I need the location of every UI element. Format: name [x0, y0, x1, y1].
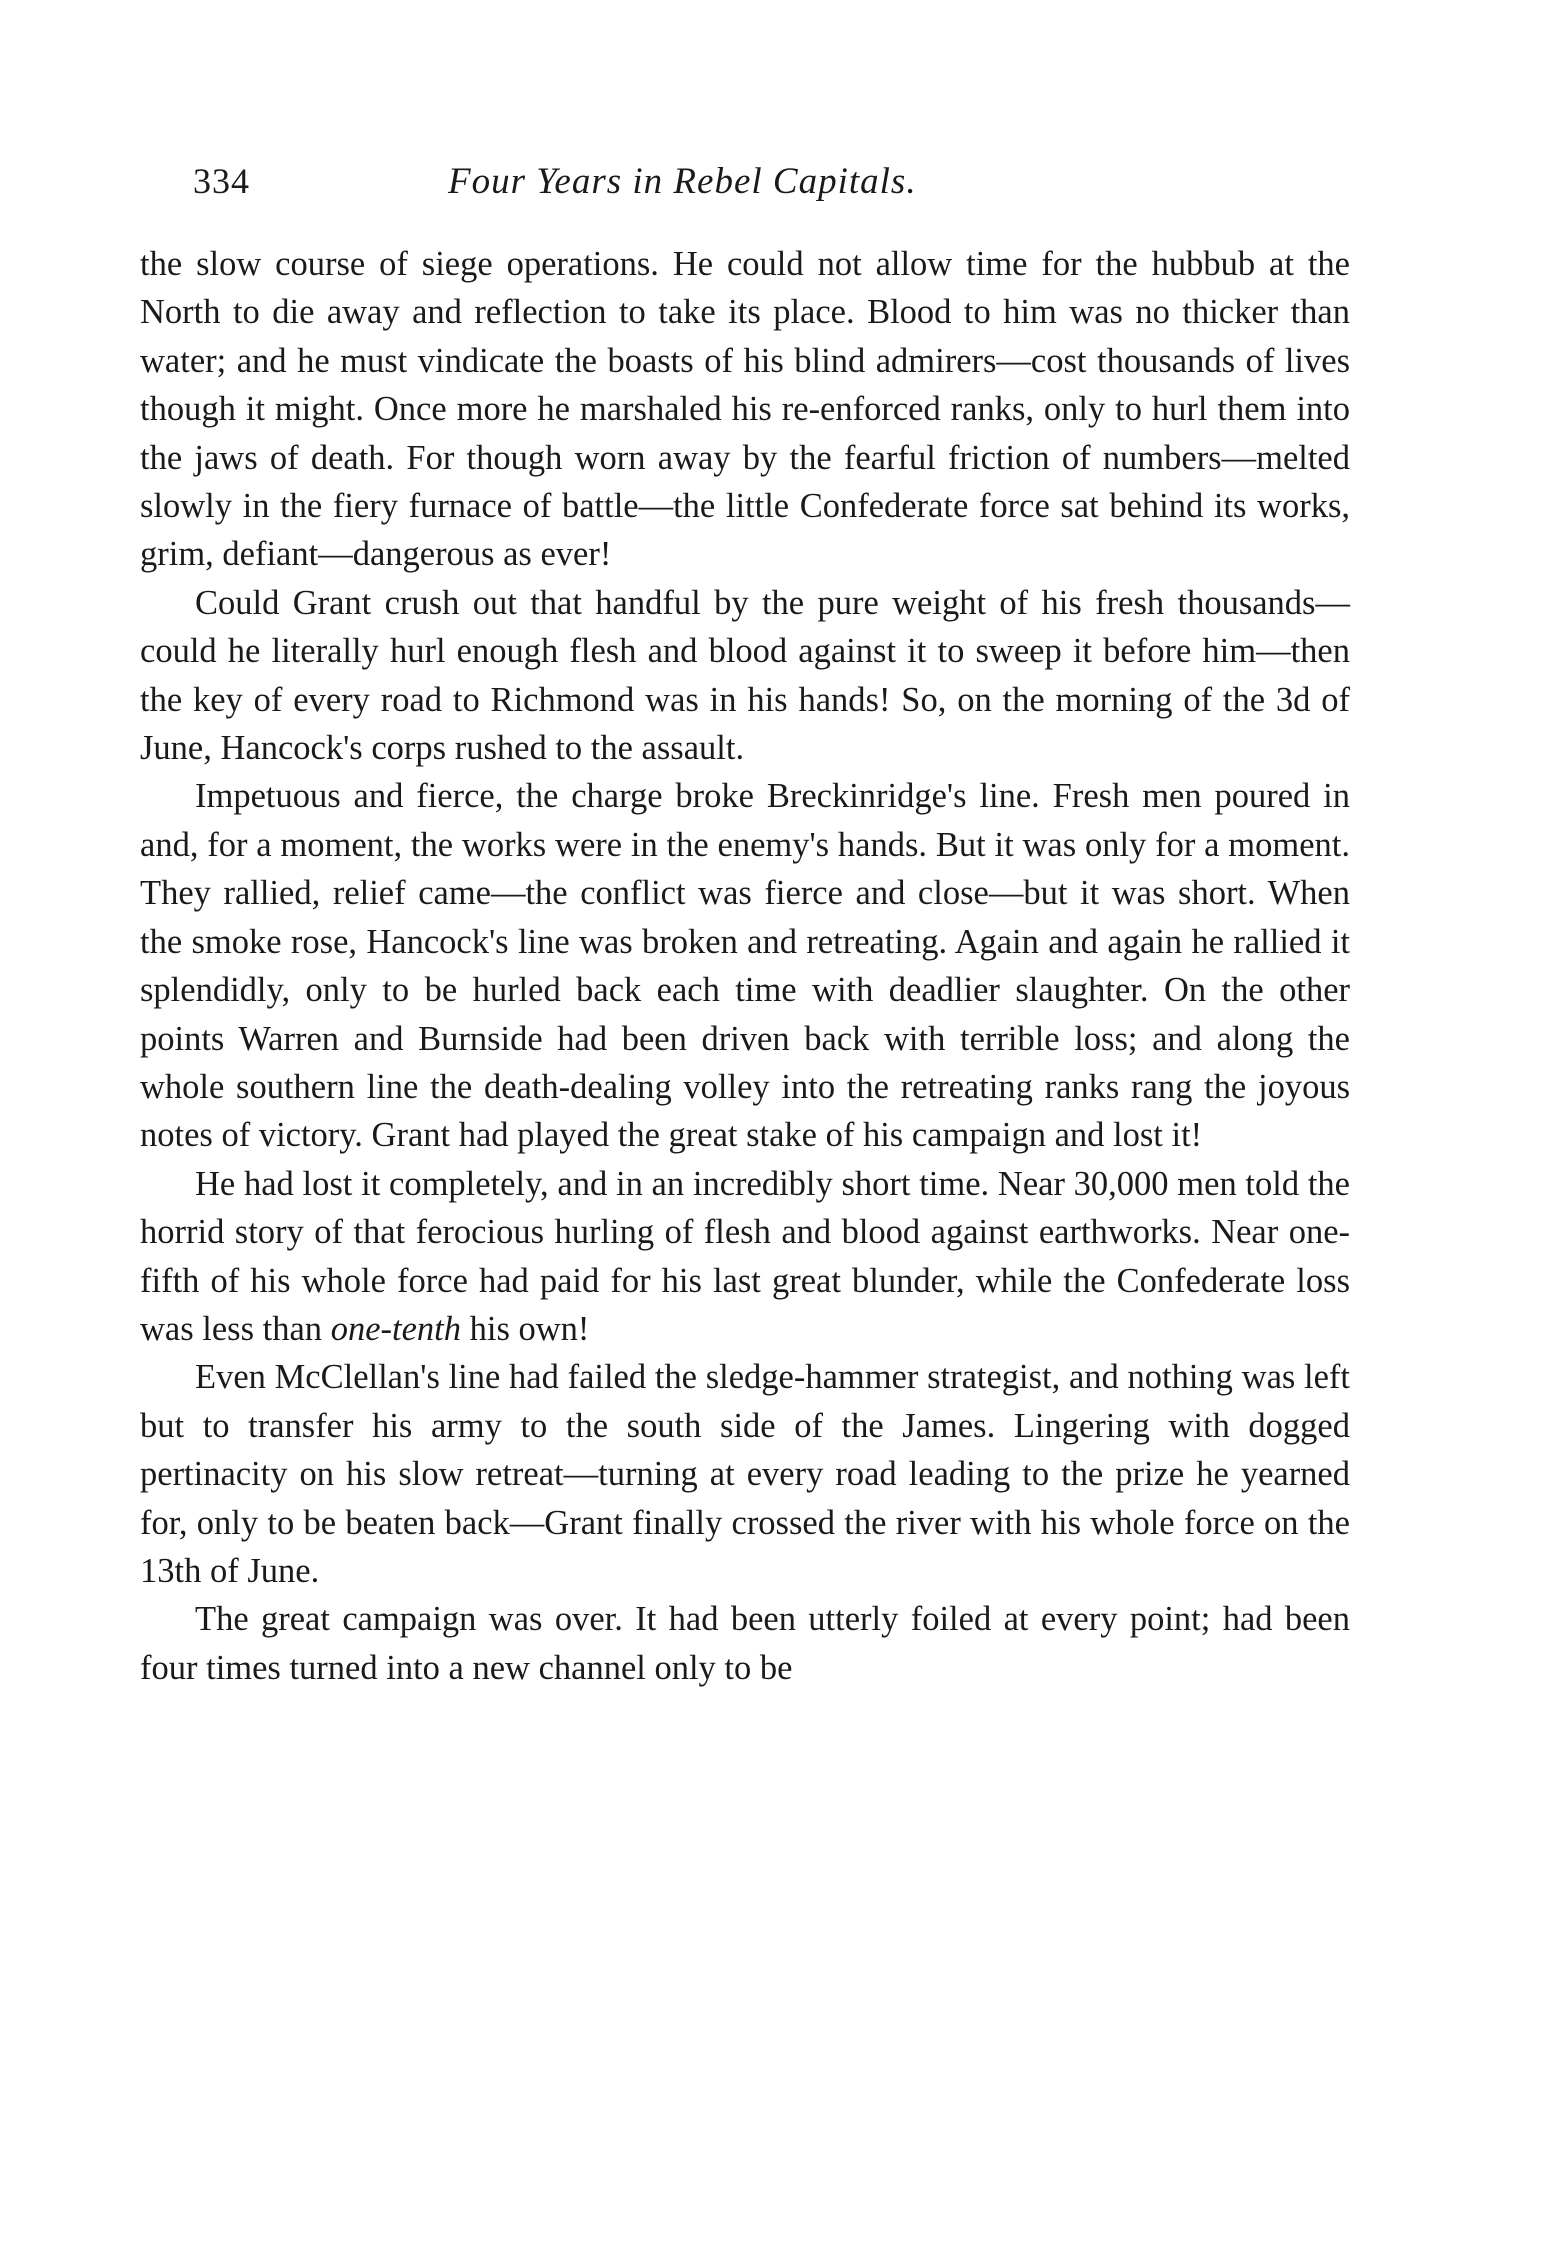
paragraph-4-text-start: He had lost it completely, and in an incredibly short time. Near 30,000 men told the horrid story of that ferocious hurling of flesh and blood against earthworks. Near one-fifth of his whole force had paid for his last great blunder, while the Confederate loss was less than	[140, 1164, 1350, 1348]
paragraph-4-text-end: his own!	[460, 1309, 590, 1348]
paragraph-3: Impetuous and fierce, the charge broke Breckinridge's line. Fresh men poured in and, for a moment, the works were in the enemy's hands. But it was only for a moment. They rallied, relief came—the conflict was fierce and close—but it was short. When the smoke rose, Hancock's line was broken and retreating. Again and again he rallied it splendidly, only to be hurled back each time with deadlier slaughter. On the other points Warren and Burnside had been driven back with terrible loss; and along the whole southern line the death-dealing volley into the retreating ranks rang the joyous notes of victory. Grant had played the great stake of his campaign and lost it!	[140, 777, 1350, 1155]
paragraph-5: Even McClellan's line had failed the sledge-hammer strategist, and nothing was left but to transfer his army to the south side of the James. Lingering with dogged pertinacity on his slow retreat—turning at every road leading to the prize he yearned for, only to be beaten back—Grant finally crossed the river with his whole force on the 13th of June.	[140, 1358, 1350, 1590]
body-text	[140, 240, 1350, 1692]
paragraph-2: Could Grant crush out that handful by the pure weight of his fresh thousands—could he literally hurl enough flesh and blood against it to sweep it before him—then the key of every road to Richmond was in his hands! So, on the morning of the 3d of June, Hancock's corps rushed to the assault.	[140, 583, 1350, 768]
paragraph-4	[140, 1160, 1350, 1354]
paragraph-1: the slow course of siege operations. He could not allow time for the hubbub at the North to die away and reflection to take its place. Blood to him was no thicker than water; and he must vindicate the boasts of his blind admirers—cost thousands of lives though it might. Once more he marshaled his re-enforced ranks, only to hurl them into the jaws of death. For though worn away by the fearful friction of numbers—melted slowly in the fiery furnace of battle—the little Confederate force sat behind its works, grim, defiant—dangerous as ever!	[140, 245, 1350, 574]
paragraph-6: The great campaign was over. It had been utterly foiled at every point; had been four times turned into a new channel only to be	[140, 1600, 1350, 1687]
page-number: 334	[193, 161, 250, 201]
running-title: Four Years in Rebel Capitals.	[448, 161, 917, 202]
emphasized-text: one-tenth	[330, 1309, 461, 1348]
page-header	[0, 160, 1554, 220]
